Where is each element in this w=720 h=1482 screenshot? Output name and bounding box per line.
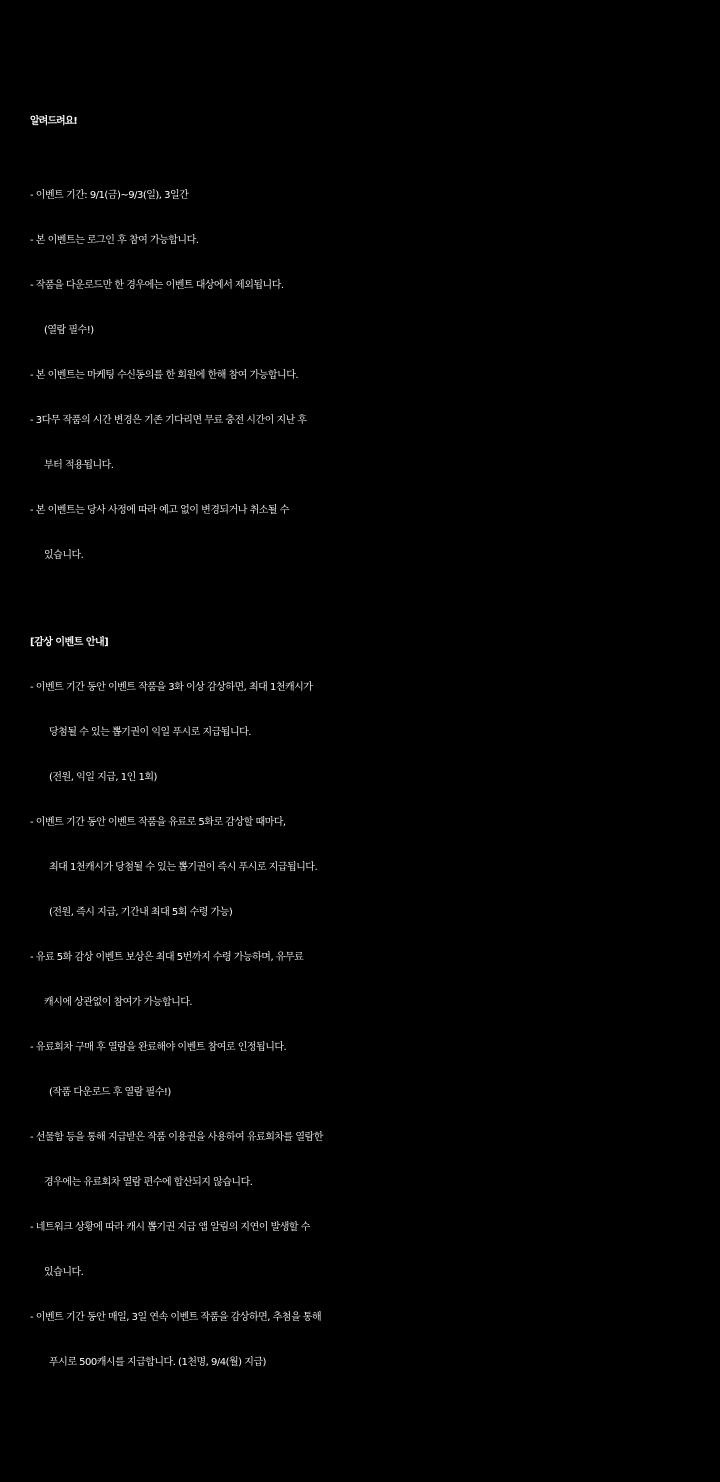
notice-line: - 본 이벤트는 마케팅 수신동의를 한 회원에 한해 참여 가능합니다. (30, 370, 299, 381)
notice-line: - 선물함 등을 통해 지급받은 작품 이용권을 사용하여 유료회차를 열람한 (30, 1132, 323, 1143)
notice-line: - 이벤트 기간 동안 이벤트 작품을 유료로 5화로 감상할 때마다, (30, 817, 286, 828)
notice-line: - 유료회차 구매 후 열람을 완료해야 이벤트 참여로 인정됩니다. (30, 1042, 287, 1053)
notice-line-continuation: 부터 적용됩니다. (44, 460, 114, 471)
viewing-event-heading: [감상 이벤트 안내] (30, 637, 109, 648)
section-spacer (30, 578, 720, 620)
notice-line: - 본 이벤트는 당사 사정에 따라 예고 없이 변경되거나 취소될 수 (30, 505, 289, 516)
notice-line-continuation: 캐시에 상관없이 참여가 가능합니다. (44, 997, 193, 1008)
notice-line-continuation: 있습니다. (44, 1267, 84, 1278)
notice-line-continuation: 있습니다. (44, 550, 84, 561)
notice-line-continuation: 푸시로 500캐시를 지급합니다. (1천명, 9/4(월) 지급) (49, 1357, 266, 1368)
notice-line: - 이벤트 기간: 9/1(금)~9/3(일), 3일간 (30, 190, 189, 201)
notice-line-continuation: (전원, 익일 지급, 1인 1회) (49, 772, 157, 783)
notice-line-continuation: 경우에는 유료회차 열람 편수에 합산되지 않습니다. (44, 1177, 253, 1188)
general-notice-list (30, 173, 720, 578)
notice-line: - 유료 5화 감상 이벤트 보상은 최대 5번까지 수령 가능하며, 유무료 (30, 952, 304, 963)
notice-line: - 본 이벤트는 로그인 후 참여 가능합니다. (30, 235, 199, 246)
notice-line: - 작품을 다운로드만 한 경우에는 이벤트 대상에서 제외됩니다. (30, 280, 284, 291)
notice-line-continuation: 당첨될 수 있는 뽑기권이 익일 푸시로 지급됩니다. (49, 727, 251, 738)
notice-line-continuation: (열람 필수!) (44, 325, 94, 336)
notice-line: - 네트워크 상황에 따라 캐시 뽑기권 지급 앱 알림의 지연이 발생할 수 (30, 1222, 310, 1233)
event-notice (30, 98, 720, 1385)
notice-line-continuation: (전원, 즉시 지급, 기간내 최대 5회 수령 가능) (49, 907, 233, 918)
notice-line: - 이벤트 기간 동안 매일, 3일 연속 이벤트 작품을 감상하면, 추첨을 통해 (30, 1312, 322, 1323)
notice-line-continuation: 최대 1천캐시가 당첨될 수 있는 뽑기권이 즉시 푸시로 지급됩니다. (49, 862, 318, 873)
viewing-event-list (30, 665, 720, 1385)
notice-title: 알려드려요! (30, 116, 77, 127)
notice-line: - 이벤트 기간 동안 이벤트 작품을 3화 이상 감상하면, 최대 1천캐시가 (30, 682, 313, 693)
notice-line-continuation: (작품 다운로드 후 열람 필수!) (49, 1087, 171, 1098)
notice-line: - 3다무 작품의 시간 변경은 기존 기다리면 무료 충전 시간이 지난 후 (30, 415, 307, 426)
